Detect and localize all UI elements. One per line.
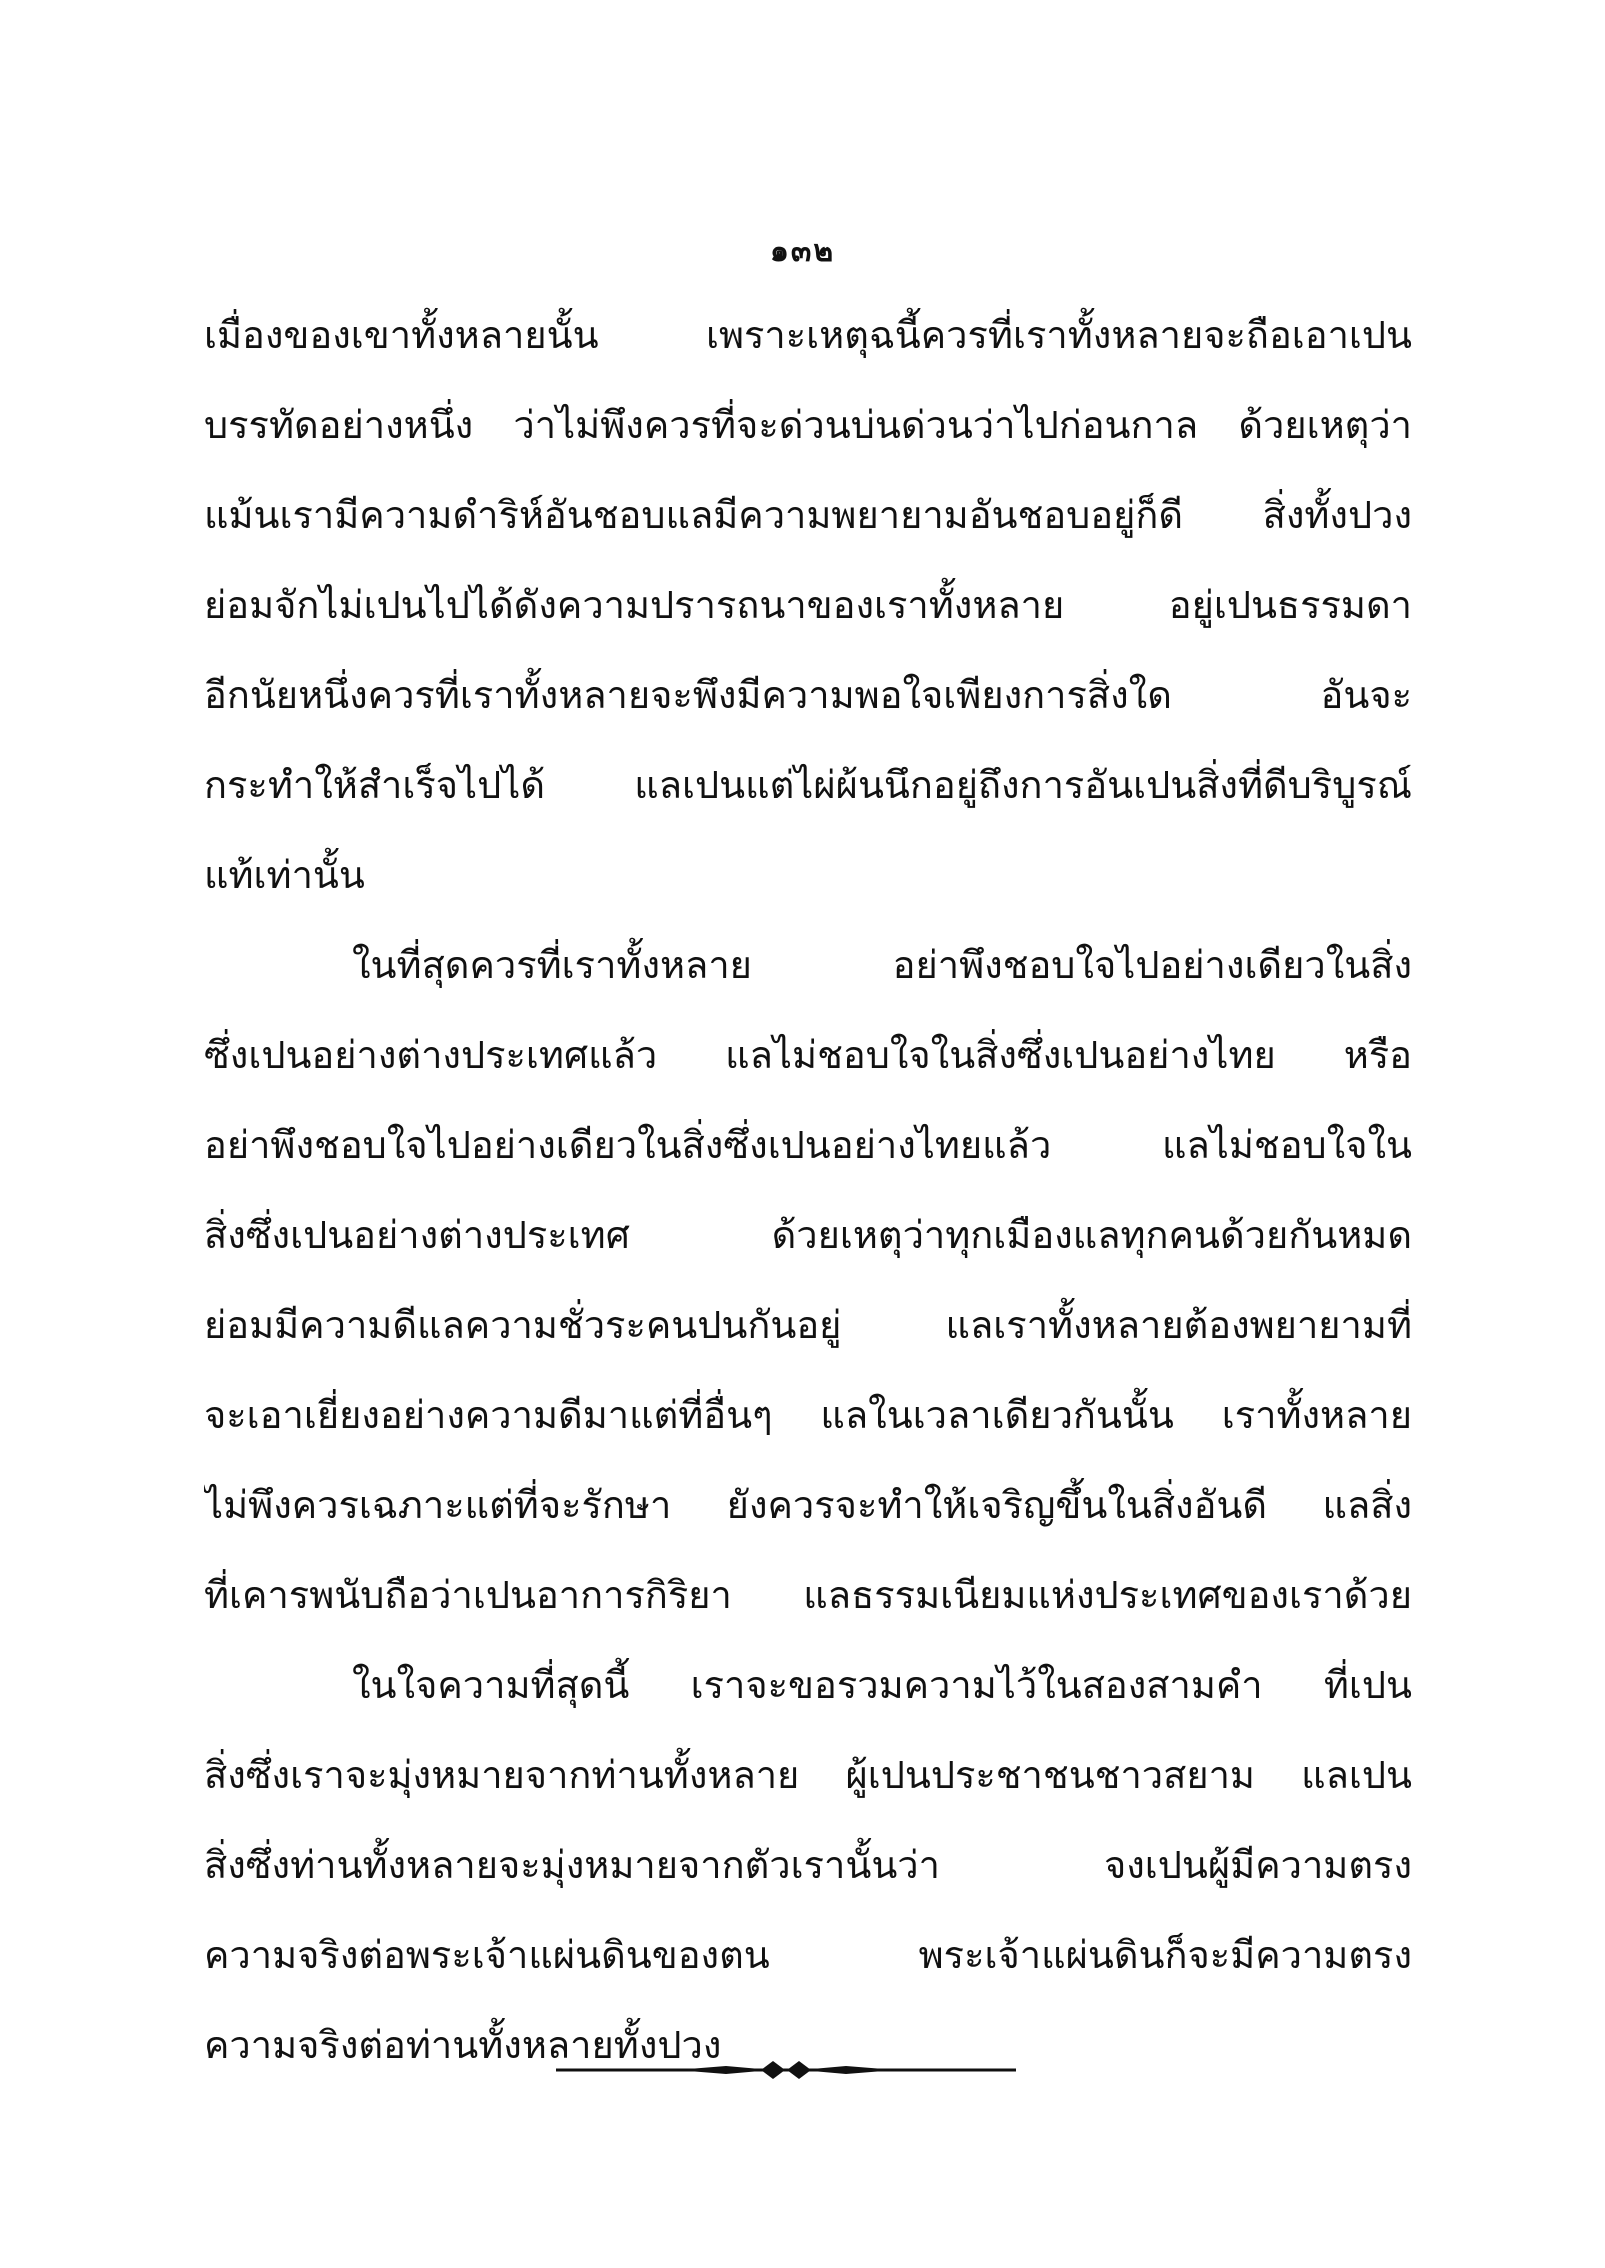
page-number: ๑๓๒: [769, 234, 836, 269]
text-line: ไม่พึงควรเฉภาะแต่ที่จะรักษา ยังควรจะทำให้เจริญขึ้นในสิ่งอันดี แลสิ่ง: [204, 1483, 1412, 1527]
text-line: แท้เท่านั้น: [204, 853, 365, 897]
end-ornament-icon: [556, 2050, 1016, 2090]
text-line: สิ่งซึ่งท่านทั้งหลายจะมุ่งหมายจากตัวเรานั้นว่า จงเปนผู้มีความตรง: [204, 1843, 1412, 1887]
text-line: สิ่งซึ่งเปนอย่างต่างประเทศ ด้วยเหตุว่าทุกเมืองแลทุกคนด้วยกันหมด: [204, 1213, 1412, 1257]
text-line: เมื่องของเขาทั้งหลายนั้น เพราะเหตุฉนี้ควรที่เราทั้งหลายจะถือเอาเปน: [204, 313, 1412, 357]
text-line: อย่าพึงชอบใจไปอย่างเดียวในสิ่งซึ่งเปนอย่างไทยแล้ว แลไม่ชอบใจใน: [204, 1123, 1412, 1167]
body-text: [204, 290, 1412, 2090]
text-line: ความจริงต่อท่านทั้งหลายทั้งปวง: [204, 2023, 722, 2067]
text-line: ที่เคารพนับถือว่าเปนอาการกิริยา แลธรรมเนียมแห่งประเทศของเราด้วย: [204, 1573, 1412, 1617]
text-line: ย่อมมีความดีแลความชั่วระคนปนกันอยู่ แลเราทั้งหลายต้องพยายามที่: [204, 1303, 1412, 1347]
text-line: แม้นเรามีความดำริห์อันชอบแลมีความพยายามอันชอบอยู่ก็ดี สิ่งทั้งปวง: [204, 493, 1412, 537]
text-line: จะเอาเยี่ยงอย่างความดีมาแต่ที่อื่นๆ แลในเวลาเดียวกันนั้น เราทั้งหลาย: [204, 1393, 1412, 1437]
text-line: ในที่สุดควรที่เราทั้งหลาย อย่าพึงชอบใจไปอย่างเดียวในสิ่ง: [352, 943, 1412, 987]
text-line: บรรทัดอย่างหนึ่ง ว่าไม่พึงควรที่จะด่วนบ่นด่วนว่าไปก่อนกาล ด้วยเหตุว่า: [204, 403, 1412, 447]
text-line: ซึ่งเปนอย่างต่างประเทศแล้ว แลไม่ชอบใจในสิ่งซึ่งเปนอย่างไทย หรือ: [204, 1033, 1412, 1077]
text-line: สิ่งซึ่งเราจะมุ่งหมายจากท่านทั้งหลาย ผู้เปนประชาชนชาวสยาม แลเปน: [204, 1753, 1412, 1797]
text-line: ความจริงต่อพระเจ้าแผ่นดินของตน พระเจ้าแผ่นดินก็จะมีความตรง: [204, 1933, 1412, 1977]
text-line: ในใจความที่สุดนี้ เราจะขอรวมความไว้ในสองสามคำ ที่เปน: [352, 1663, 1412, 1707]
text-line: อีกนัยหนึ่งควรที่เราทั้งหลายจะพึงมีความพอใจเพียงการสิ่งใด อันจะ: [204, 673, 1412, 717]
text-line: ย่อมจักไม่เปนไปได้ดังความปรารถนาของเราทั้งหลาย อยู่เปนธรรมดา: [204, 583, 1412, 627]
text-line: กระทำให้สำเร็จไปได้ แลเปนแต่ไผ่ผ้นนึกอยู่ถึงการอันเปนสิ่งที่ดีบริบูรณ์: [204, 763, 1412, 807]
